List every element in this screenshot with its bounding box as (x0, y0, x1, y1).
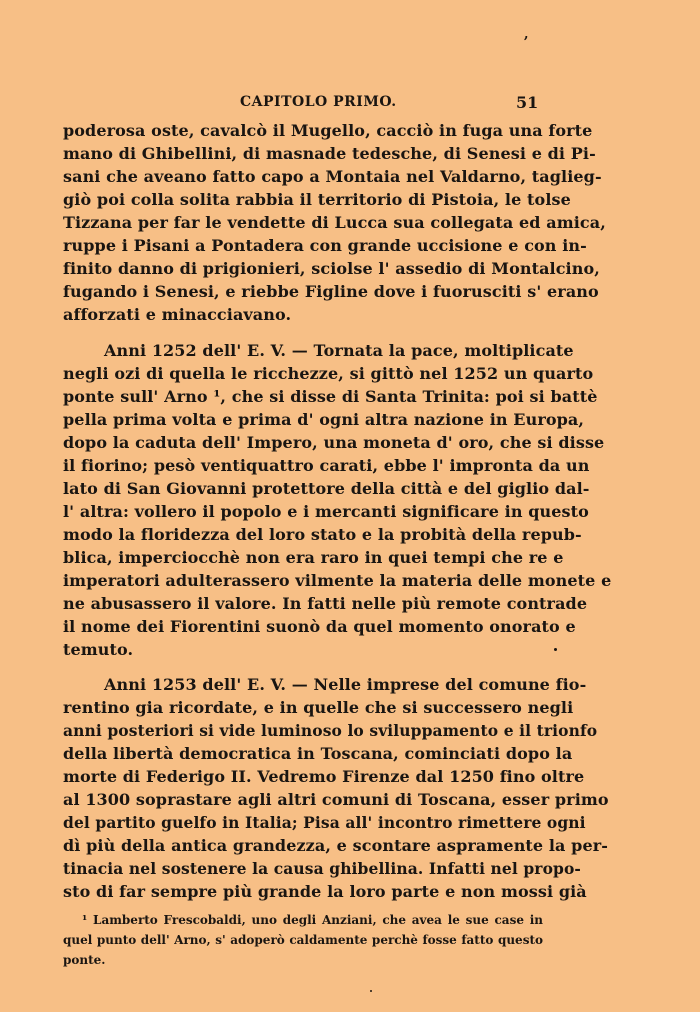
ink-speck: , (524, 27, 529, 42)
text-line: al 1300 soprastare agli altri comuni di Toscana, esser primo (63, 790, 609, 809)
text-line: lato di San Giovanni protettore della città e del giglio dal- (63, 479, 590, 498)
ink-speck (554, 648, 557, 651)
text-line: giò poi colla solita rabbia il territorio di Pistoia, le tolse (63, 190, 571, 209)
text-line: morte di Federigo II. Vedremo Firenze dal 1250 fino oltre (63, 767, 585, 786)
text-line: tinacia nel sostenere la causa ghibellina. Infatti nel propo- (63, 859, 581, 878)
text-line: dopo la caduta dell' Impero, una moneta d' oro, che si disse (63, 433, 605, 452)
running-head-chapter: CAPITOLO PRIMO. (240, 94, 397, 110)
text-line: imperatori adulterassero vilmente la materia delle monete e (63, 571, 612, 590)
text-line: Tizzana per far le vendette di Lucca sua collegata ed amica, (63, 213, 606, 232)
text-line: il nome dei Fiorentini suonò da quel momento onorato e (63, 617, 576, 636)
text-line: modo la floridezza del loro stato e la probità della repub- (63, 525, 582, 544)
page-number: 51 (516, 93, 539, 112)
text-line: negli ozi di quella le ricchezze, si gittò nel 1252 un quarto (63, 364, 594, 383)
text-line: blica, imperciocchè non era raro in quei tempi che re e (63, 548, 564, 567)
text-line: sani che aveano fatto capo a Montaia nel Valdarno, taglieg- (63, 167, 602, 186)
text-line: ruppe i Pisani a Pontadera con grande uccisione e con in- (63, 236, 587, 255)
text-line: sto di far sempre più grande la loro parte e non mossi già (63, 882, 587, 901)
text-line: ne abusassero il valore. In fatti nelle più remote contrade (63, 594, 588, 613)
text-line: temuto. (63, 640, 134, 659)
footnote-line: ¹ Lamberto Frescobaldi, uno degli Anziani, che avea le sue case in (82, 913, 543, 927)
text-line: Anni 1253 dell' E. V. — Nelle imprese del comune fio- (104, 675, 587, 694)
text-line: dì più della antica grandezza, e scontare aspramente la per- (63, 836, 609, 855)
footnote-line: quel punto dell' Arno, s' adoperò caldamente perchè fosse fatto questo (63, 933, 543, 947)
text-line: ponte sull' Arno ¹, che si disse di Santa Trinita: poi si battè (63, 387, 598, 406)
text-line: afforzati e minacciavano. (63, 305, 292, 324)
text-line: Anni 1252 dell' E. V. — Tornata la pace, moltiplicate (104, 341, 574, 360)
text-line: del partito guelfo in Italia; Pisa all' incontro rimettere ogni (63, 813, 586, 832)
text-line: pella prima volta e prima d' ogni altra nazione in Europa, (63, 410, 585, 429)
text-line: rentino gia ricordate, e in quelle che si successero negli (63, 698, 574, 717)
ink-speck (370, 990, 372, 992)
text-line: poderosa oste, cavalcò il Mugello, cacciò in fuga una forte (63, 121, 593, 140)
footnote-line: ponte. (63, 953, 106, 967)
text-line: anni posteriori si vide luminoso lo sviluppamento e il trionfo (63, 721, 598, 740)
text-line: l' altra: vollero il popolo e i mercanti significare in questo (63, 502, 589, 521)
text-line: fugando i Senesi, e riebbe Figline dove i fuorusciti s' erano (63, 282, 599, 301)
text-line: finito danno di prigionieri, sciolse l' assedio di Montalcino, (63, 259, 600, 278)
text-line: il fiorino; pesò ventiquattro carati, ebbe l' impronta da un (63, 456, 590, 475)
text-line: della libertà democratica in Toscana, cominciati dopo la (63, 744, 573, 763)
text-line: mano di Ghibellini, di masnade tedesche, di Senesi e di Pi- (63, 144, 596, 163)
